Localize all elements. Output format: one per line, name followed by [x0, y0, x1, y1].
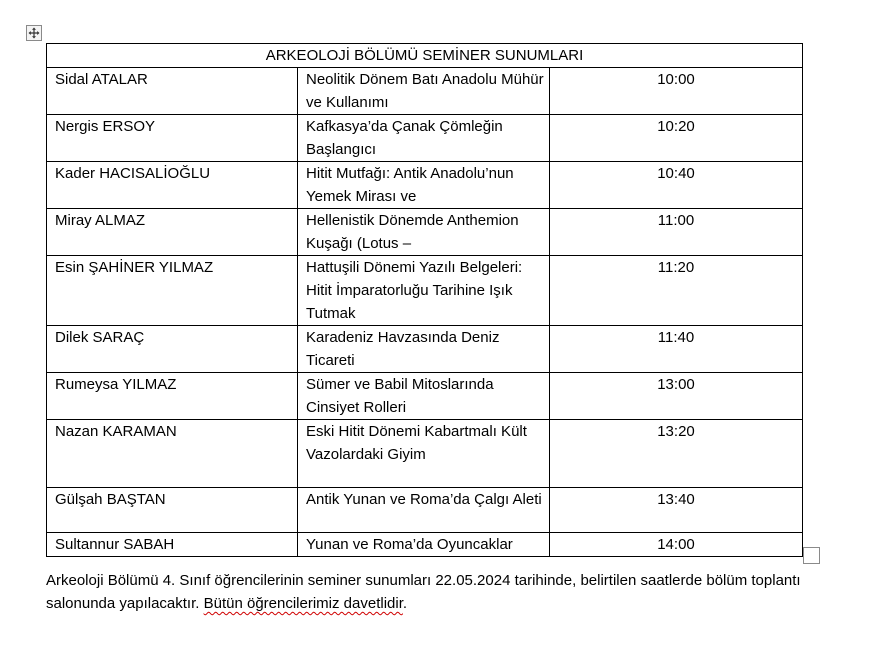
table-row	[47, 209, 803, 256]
presenter-name: Sidal ATALAR	[47, 68, 298, 115]
seminar-time: 13:40	[550, 488, 803, 533]
table-row	[47, 68, 803, 115]
seminar-time: 14:00	[550, 533, 803, 557]
presenter-name: Sultannur SABAH	[47, 533, 298, 557]
seminar-schedule-table	[46, 43, 803, 557]
seminar-topic: Kafkasya’da Çanak Çömleğin Başlangıcı	[298, 115, 550, 162]
presenter-name: Gülşah BAŞTAN	[47, 488, 298, 533]
seminar-topic: Neolitik Dönem Batı Anadolu Mühür ve Kullanımı	[298, 68, 550, 115]
table-row	[47, 162, 803, 209]
seminar-topic: Hattuşili Dönemi Yazılı Belgeleri: Hitit İmparatorluğu Tarihine Işık Tutmak	[298, 256, 550, 326]
seminar-time: 11:00	[550, 209, 803, 256]
table-row	[47, 488, 803, 533]
seminar-topic: Hitit Mutfağı: Antik Anadolu’nun Yemek Mirası ve	[298, 162, 550, 209]
seminar-time: 11:20	[550, 256, 803, 326]
seminar-topic: Karadeniz Havzasında Deniz Ticareti	[298, 326, 550, 373]
table-title: ARKEOLOJİ BÖLÜMÜ SEMİNER SUNUMLARI	[47, 44, 803, 68]
seminar-topic: Eski Hitit Dönemi Kabartmalı Kült Vazolardaki Giyim	[298, 420, 550, 488]
announcement-paragraph	[46, 569, 836, 615]
table-move-handle[interactable]	[26, 25, 42, 41]
presenter-name: Dilek SARAÇ	[47, 326, 298, 373]
seminar-time: 10:20	[550, 115, 803, 162]
announcement-period: .	[402, 595, 408, 612]
seminar-time: 10:00	[550, 68, 803, 115]
spellcheck-underlined-text[interactable]: Bütün öğrencilerimiz davetlidir	[203, 595, 403, 612]
seminar-topic: Antik Yunan ve Roma’da Çalgı Aleti	[298, 488, 550, 533]
presenter-name: Nergis ERSOY	[47, 115, 298, 162]
table-resize-handle[interactable]	[803, 547, 820, 564]
presenter-name: Miray ALMAZ	[47, 209, 298, 256]
seminar-time: 13:20	[550, 420, 803, 488]
seminar-topic: Hellenistik Dönemde Anthemion Kuşağı (Lotus –	[298, 209, 550, 256]
seminar-time: 11:40	[550, 326, 803, 373]
seminar-topic: Sümer ve Babil Mitoslarında Cinsiyet Rolleri	[298, 373, 550, 420]
table-row	[47, 326, 803, 373]
seminar-time: 13:00	[550, 373, 803, 420]
table-row	[47, 256, 803, 326]
presenter-name: Nazan KARAMAN	[47, 420, 298, 488]
announcement-text: Arkeoloji Bölümü 4. Sınıf öğrencilerinin seminer sunumları 22.05.2024 tarihinde, belirtilen saatlerde bölüm toplantı salonunda yapılacaktır.	[46, 572, 801, 612]
presenter-name: Rumeysa YILMAZ	[47, 373, 298, 420]
seminar-time: 10:40	[550, 162, 803, 209]
move-arrows-icon	[28, 27, 40, 39]
presenter-name: Esin ŞAHİNER YILMAZ	[47, 256, 298, 326]
seminar-topic: Yunan ve Roma’da Oyuncaklar	[298, 533, 550, 557]
table-title-row	[47, 44, 803, 68]
table-row	[47, 420, 803, 488]
table-row	[47, 115, 803, 162]
table-row	[47, 373, 803, 420]
presenter-name: Kader HACISALİOĞLU	[47, 162, 298, 209]
table-row	[47, 533, 803, 557]
